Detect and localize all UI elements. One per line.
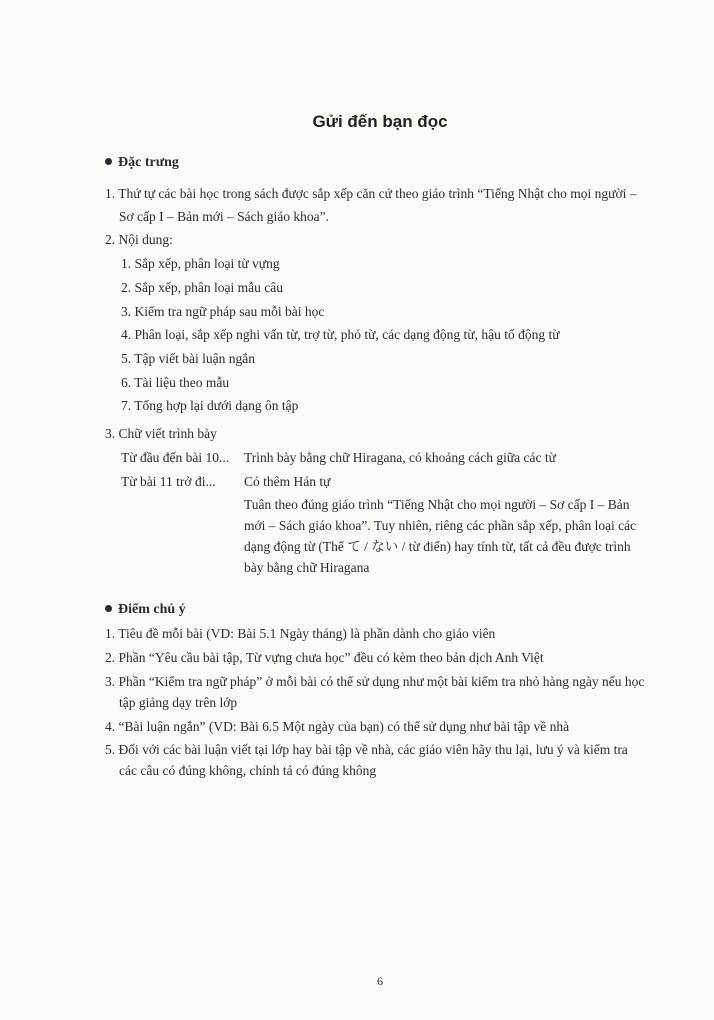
feature-item-1-line-1: 1. Thứ tự các bài học trong sách được sắp xếp căn cứ theo giáo trình “Tiếng Nhật cho mọi người – bbox=[105, 186, 637, 201]
section-heading-features bbox=[105, 155, 179, 171]
content-subitem: 7. Tổng hợp lại dưới dạng ôn tập bbox=[121, 398, 299, 413]
script-row-1-label: Từ đầu đến bài 10... bbox=[121, 450, 230, 465]
note-line: các câu có đúng không, chính tả có đúng không bbox=[119, 763, 377, 778]
script-row-3-line: mới – Sách giáo khoa”. Tuy nhiên, riêng các phần sắp xếp, phân loại các bbox=[244, 518, 637, 533]
script-row-3-line: Tuân theo đúng giáo trình “Tiếng Nhật cho mọi người – Sơ cấp I – Bản bbox=[244, 497, 630, 512]
note-line: 2. Phần “Yêu cầu bài tập, Từ vựng chưa học” đều có kèm theo bản dịch Anh Việt bbox=[105, 650, 544, 665]
bullet-icon bbox=[105, 158, 112, 165]
content-subitem: 3. Kiểm tra ngữ pháp sau mỗi bài học bbox=[121, 304, 325, 319]
section-heading-notes bbox=[105, 602, 186, 618]
note-line: 4. “Bài luận ngắn” (VD: Bài 6.5 Một ngày của bạn) có thể sử dụng như bài tập về nhà bbox=[105, 719, 570, 734]
script-row-1-text: Trình bày bằng chữ Hiragana, có khoảng cách giữa các từ bbox=[244, 450, 556, 465]
page-number: 6 bbox=[377, 974, 383, 988]
feature-item-2-label: 2. Nội dung: bbox=[105, 232, 173, 247]
note-line: tập giảng dạy trên lớp bbox=[119, 695, 238, 710]
page-title: Gửi đến bạn đọc bbox=[312, 112, 448, 131]
script-row-2-text: Có thêm Hán tự bbox=[244, 474, 331, 489]
note-line: 5. Đối với các bài luận viết tại lớp hay bài tập về nhà, các giáo viên hãy thu lại, lưu ý và kiểm tra bbox=[105, 742, 628, 757]
content-subitem: 4. Phân loại, sắp xếp nghi vấn từ, trợ từ, phó từ, các dạng động từ, hậu tố động từ bbox=[121, 327, 560, 342]
section-heading-text: Điểm chú ý bbox=[118, 602, 186, 617]
note-line: 1. Tiêu đề mỗi bài (VD: Bài 5.1 Ngày tháng) là phần dành cho giáo viên bbox=[105, 626, 496, 641]
script-row-2-label: Từ bài 11 trở đi... bbox=[121, 474, 216, 489]
script-row-3-line: bày bằng chữ Hiragana bbox=[244, 560, 370, 575]
script-row-3-line: dạng động từ (Thể て / ない / từ điển) hay tính từ, tất cả đều được trình bbox=[244, 539, 631, 554]
content-subitem: 6. Tài liệu theo mẫu bbox=[121, 375, 230, 390]
feature-item-1-line-2: Sơ cấp I – Bản mới – Sách giáo khoa”. bbox=[119, 209, 329, 224]
feature-item-3-label: 3. Chữ viết trình bày bbox=[105, 426, 217, 441]
bullet-icon bbox=[105, 605, 112, 612]
note-line: 3. Phần “Kiểm tra ngữ pháp” ở mỗi bài có thể sử dụng như một bài kiểm tra nhỏ hàng ngày nếu học bbox=[105, 674, 645, 689]
section-heading-text: Đặc trưng bbox=[118, 155, 179, 170]
content-subitem: 2. Sắp xếp, phân loại mẫu câu bbox=[121, 280, 283, 295]
content-subitem: 5. Tập viết bài luận ngắn bbox=[121, 351, 255, 366]
content-subitem: 1. Sắp xếp, phân loại từ vựng bbox=[121, 256, 280, 271]
